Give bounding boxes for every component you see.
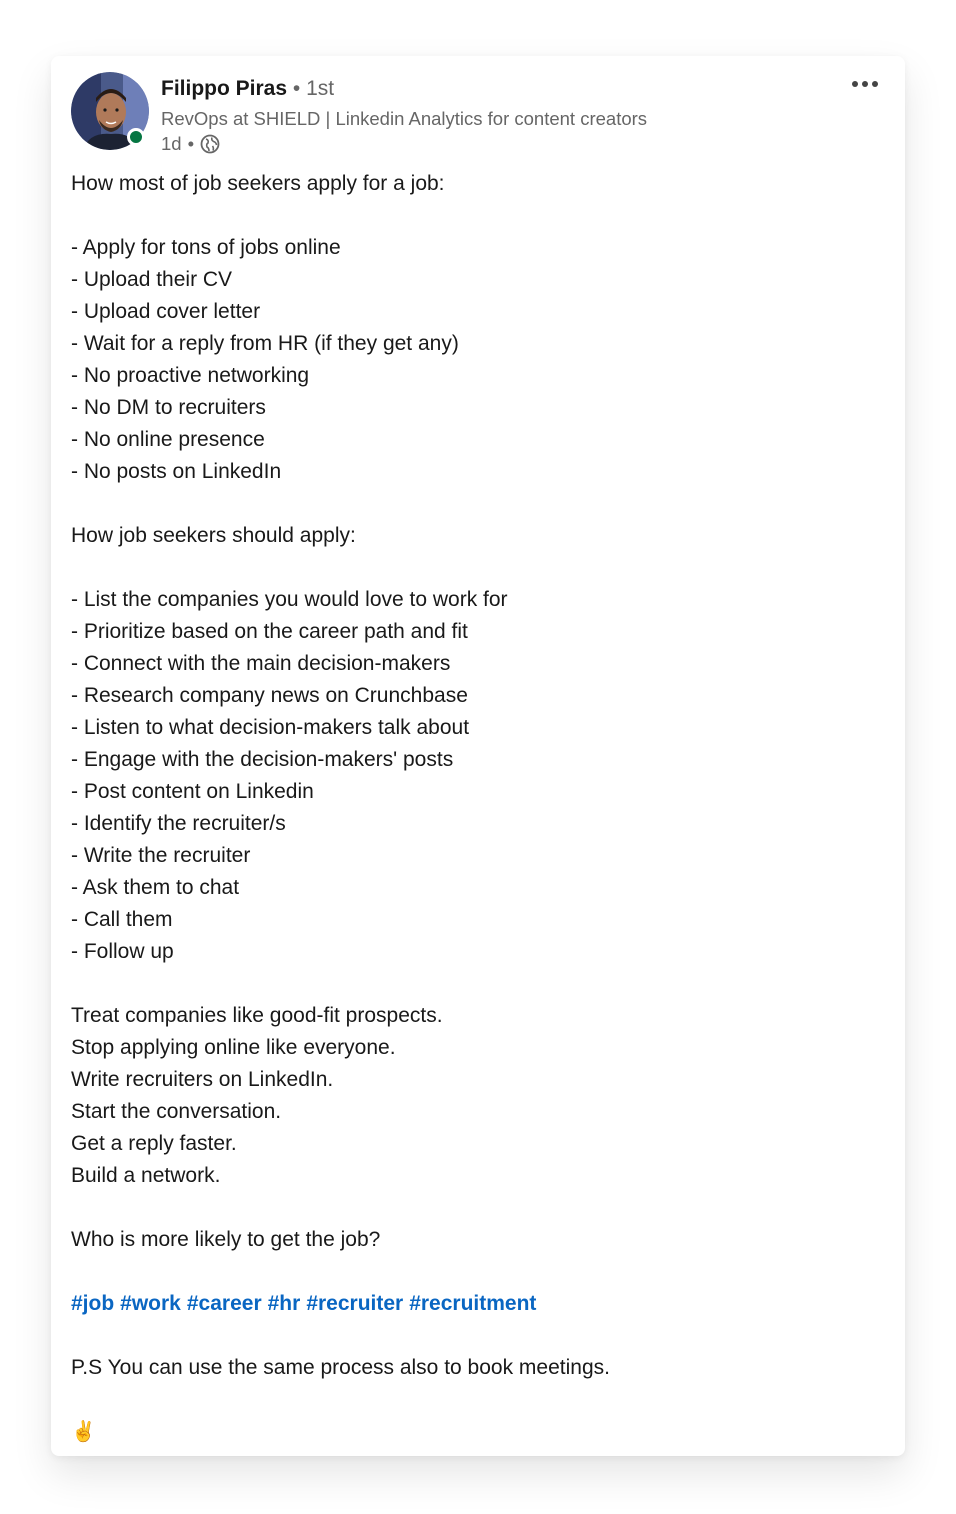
statement: Write recruiters on LinkedIn. [71,1068,334,1091]
hashtag-link[interactable]: #work [120,1292,181,1315]
statement: Stop applying online like everyone. [71,1036,396,1059]
author-line [161,76,334,102]
more-options-button[interactable] [845,72,885,96]
post-card [51,56,905,1456]
list-b-item: - Ask them to chat [71,876,240,899]
list-b-item: - Write the recruiter [71,844,251,867]
connection-degree: 1st [306,77,335,100]
statement: Treat companies like good-fit prospects. [71,1004,443,1027]
list-a-item: - Wait for a reply from HR (if they get any) [71,332,459,355]
author-headline: RevOps at SHIELD | Linkedin Analytics for content creators [161,108,648,129]
list-b-item: - Prioritize based on the career path and fit [71,620,468,643]
online-status-dot [127,128,145,146]
list-b-item: - Follow up [71,940,174,963]
post-intro: How most of job seekers apply for a job: [71,172,445,195]
postscript: P.S You can use the same process also to book meetings. [71,1356,610,1379]
globe-icon [200,134,220,154]
statement: Start the conversation. [71,1100,282,1123]
hashtag-list [71,1288,871,1320]
more-dot-icon [862,81,868,87]
list-b-item: - Post content on Linkedin [71,780,314,803]
list-b-item: - Research company news on Crunchbase [71,684,468,707]
author-avatar[interactable] [71,72,149,150]
list-a-item: - Upload their CV [71,268,233,291]
list-a-item: - No posts on LinkedIn [71,460,282,483]
author-name[interactable]: Filippo Piras [161,77,288,100]
statement: Get a reply faster. [71,1132,237,1155]
hashtag-link[interactable]: #recruitment [409,1292,537,1315]
list-a-item: - No DM to recruiters [71,396,266,419]
list-a-item: - No online presence [71,428,265,451]
list-b-item: - Engage with the decision-makers' posts [71,748,454,771]
degree-separator: • [292,77,301,100]
statement: Build a network. [71,1164,221,1187]
second-heading: How job seekers should apply: [71,524,356,547]
post-meta [161,132,220,156]
list-a-item: - Upload cover letter [71,300,261,323]
meta-separator: • [187,133,195,154]
more-dot-icon [872,81,878,87]
list-a-item: - No proactive networking [71,364,310,387]
more-dot-icon [852,81,858,87]
list-a-item: - Apply for tons of jobs online [71,236,341,259]
hashtag-link[interactable]: #recruiter [306,1292,404,1315]
post-body [71,168,871,1448]
list-b-item: - List the companies you would love to work for [71,588,508,611]
post-header [71,72,885,152]
list-b-item: - Listen to what decision-makers talk about [71,716,470,739]
hashtag-link[interactable]: #career [186,1292,262,1315]
list-b-item: - Identify the recruiter/s [71,812,286,835]
list-b-item: - Call them [71,908,173,931]
victory-hand-emoji: ✌️ [71,1421,96,1443]
list-b-item: - Connect with the main decision-makers [71,652,451,675]
closing-question: Who is more likely to get the job? [71,1228,381,1251]
hashtag-link[interactable]: #job [71,1292,115,1315]
hashtag-link[interactable]: #hr [267,1292,301,1315]
post-time: 1d [161,133,182,154]
